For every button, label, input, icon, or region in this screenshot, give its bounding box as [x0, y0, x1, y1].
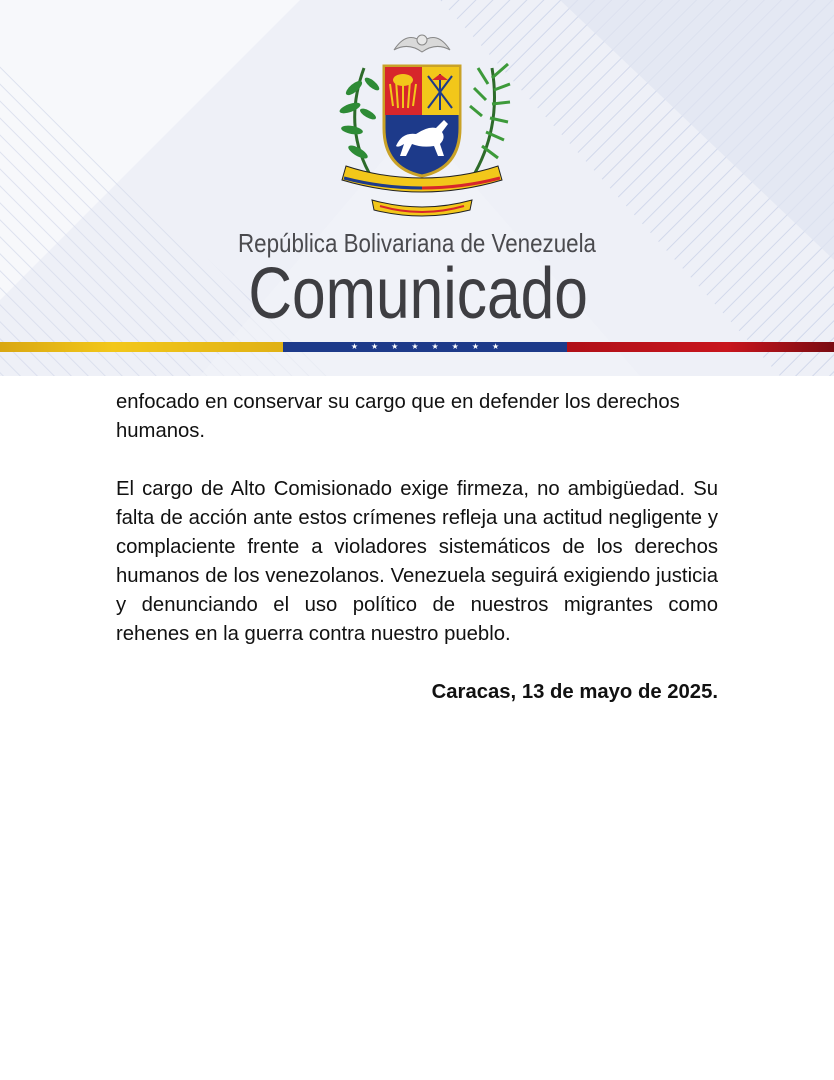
- star-icon: ★: [370, 342, 379, 351]
- document-header: [0, 0, 834, 376]
- republic-name: República Bolivariana de Venezuela: [237, 228, 597, 258]
- star-icon: ★: [451, 342, 459, 351]
- star-icon: ★: [391, 342, 399, 351]
- flag-red-band: [567, 342, 834, 352]
- flag-blue-band: [283, 342, 567, 352]
- star-icon: ★: [471, 342, 480, 351]
- flag-yellow-band: [0, 342, 283, 352]
- star-icon: ★: [350, 342, 358, 351]
- star-icon: ★: [411, 342, 419, 351]
- body-paragraph: El cargo de Alto Comisionado exige firmeza, no ambigüedad. Su falta de acción ante estos crímenes refleja una actitud negligente y complaciente frente a violadores sistemáticos de los derechos humanos de los venezolanos. Venezuela seguirá exigiendo justicia y denunciando el uso político de nuestros migrantes como rehenes en la guerra contra nuestro pueblo.: [116, 478, 718, 645]
- document-title: Comunicado: [248, 254, 588, 334]
- star-icon: ★: [431, 342, 439, 351]
- coat-of-arms-icon: [332, 28, 512, 218]
- place-and-date: Caracas, 13 de mayo de 2025.: [431, 681, 718, 703]
- star-icon: ★: [492, 342, 500, 351]
- flag-stripe: [0, 342, 834, 352]
- body-paragraph: enfocado en conservar su cargo que en defender los derechos humanos.: [116, 391, 680, 442]
- document-body: [116, 388, 718, 736]
